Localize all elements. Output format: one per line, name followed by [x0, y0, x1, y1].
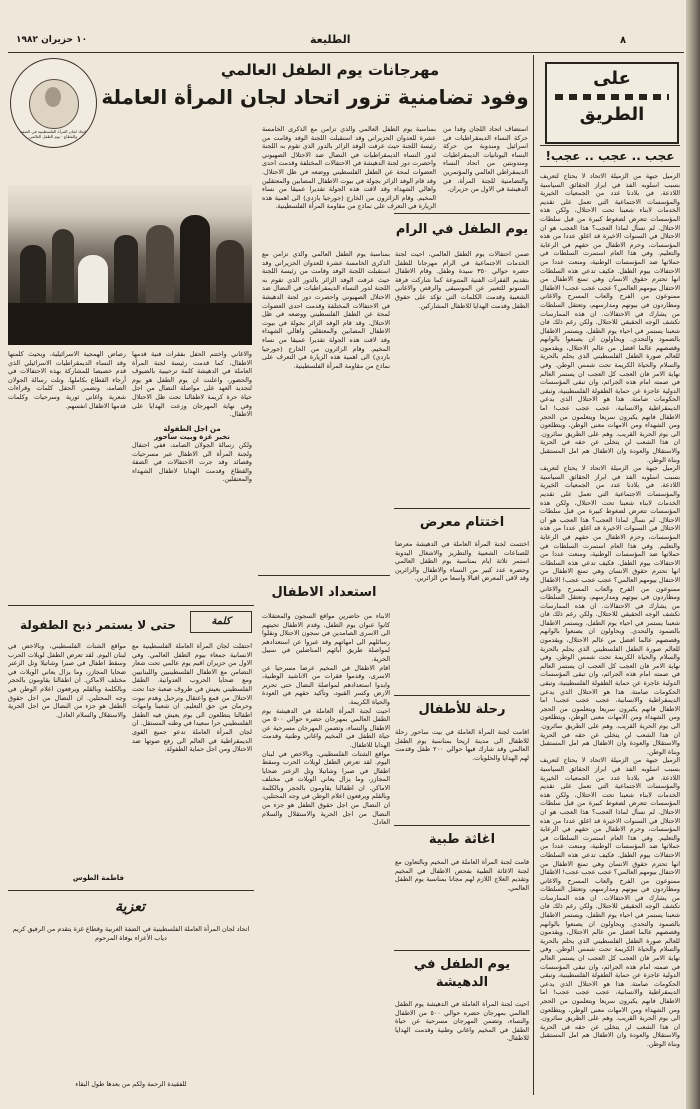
lead-headline: وفود تضامنية تزور اتحاد لجان المرأة العاملة	[101, 85, 529, 109]
column-body-text-2: الزميل جبهة من الزميلة الاتحاد لا يحتاج لتعريف بسبب اسلوبه الفذ في ابراز الحقائق السياسية اللاذعة. في بلادنا عدد من الجمعيات الخيرية والمؤسسات الاجتماعية التي تعمل على تقديم الخدمات لابناء شعبنا تحت الاحتلال، ولكن هذه المؤسسات تتعرض لضغوط كبيرة من قبل سلطات الاحتلال. لم نسأل لماذا العجب؟ هذا العجب هو ان الاحتلال في السنوات الاخيرة قد اغلق عددا من هذه المؤسسات، وحرم الاطفال من حقهم في الرعاية والتعليم. وفي هذا العام استمرت السلطات في حملاتها ضد المؤسسات الوطنية، ومنعت عددا من الاحتفالات بيوم الطفل. فكيف تدعي هذه السلطات انها تحترم حقوق الانسان وهي تمنع الاطفال من الاحتفال بيومهم العالمي؟ عجب عجب عجب! الاطفال ممنوعون من الفرح والعاب المسرح والاغاني ومطاردون في بيوتهم ومدارسهم، وتعتقل السلطات من يشارك في الاحتفالات. ان هذه الممارسات تكشف الوجه الحقيقي للاحتلال. ولكن رغم ذلك فان شعبنا يستمر في احياء يوم الطفل، ويستمر الاطفال بالصمود والتحدي. ويحاولون ان يصنعوا بالوانهم وقصصهم عالما افضل من عالم الاحتلال، ويقدمون للعالم صورة الطفل الفلسطيني الذي يحلم بالحرية والسلام والحياة الكريمة تحت شمس الوطن. وفي نهاية الامر فان العجب كل العجب ان يستمر العالم في صمته امام هذه الجرائم، وان تبقى المؤسسات الدولية عاجزة عن حماية الطفولة الفلسطينية، وتبقى الحكومات صامتة. هذا هو الاحتلال الذي يدعي الديمقراطية والانسانية، عجب عجب عجب! اما الاطفال فانهم يكبرون سريعا ويتعلمون من الحجر ومن الشهداء ومن الامهات معنى الوطن، ويتطلعون الى يوم الحرية القريب. وهم على الطريق سائرون. ان هذا الشعب لن يتخلى عن حقه في الحرية والاستقلال والعودة وان الاطفال هم امل المستقبل وبناة الوطن.	[540, 464, 680, 756]
column-logo	[545, 62, 679, 144]
wafd-text: ولكن رسالة الجولان الصامد، ففي احتفال ولجنة المرأة الى الاطفال عبر مسرحيات وقصائد وقد جرت الاحتفالات في الضفة والقطاع وقدمت الهدايا لاطفال الشهداء والمعتقلين.	[132, 441, 252, 484]
trip-article	[395, 728, 529, 820]
ram-text: ضمن احتفالات يوم الطفل العالمي، احيت لجنة الخدمات الاجتماعية في الرام مهرجانا للطفل حضره حوالي ٣٥٠ سيدة وطفل. وقام الاطفال بتقديم الفقرات الفنية المتنوعة كما شاركت فرقة السنونو للتعبير عن الموسيقى والرقص والاغاني الشعبية وقدمت الكلمات التي تؤكد على حقوق الطفل وقدمت الهدايا للاطفال المشاركين.	[395, 250, 529, 310]
ram-rule	[394, 213, 530, 214]
lead-column-4-text: رصاص الهمجية الاسرائيلية، وبحيث كلمتها وقد النساء الديمقراطيات الاسرائيلي الذي قدم خصيصا للمشاركة بهذه الاحتفالات في أرجاء القطاع بكاملها. وتلت رسالة الجولان الصامد، وتضمن الحفل كلمات وقراءات شعرية واغاني ثورية وسرحيات وكلمات قدمها الاطفال انفسهم.	[8, 350, 126, 410]
editorial-rule	[8, 605, 254, 606]
children-festival-photo	[8, 185, 252, 345]
dahisha-text: احيت لجنة المرأة العاملة في الدهيشة يوم الطفل العالمي بمهرجان حضره حوالي ٥٠٠ من الاطفال والنساء، وتضمن المهرجان مسرحية عن حياة الطفل في المخيم واغاني وطنية وقدمت الهدايا للاطفال.	[395, 1000, 529, 1043]
column-logo-bottom: الطريق	[579, 104, 645, 125]
wafd-line-2: نخبر غزة وبيت ساحور	[154, 433, 230, 441]
kids-prep-article	[262, 612, 390, 1092]
column-body-text: الزميل جبهة من الزميلة الاتحاد لا يحتاج لتعريف بسبب اسلوبه الفذ في ابراز الحقائق السياسية اللاذعة. في بلادنا عدد من الجمعيات الخيرية والمؤسسات الاجتماعية التي تعمل على تقديم الخدمات لابناء شعبنا تحت الاحتلال، ولكن هذه المؤسسات تتعرض لضغوط كبيرة من قبل سلطات الاحتلال. لم نسأل لماذا العجب؟ هذا العجب هو ان الاحتلال في السنوات الاخيرة قد اغلق عددا من هذه المؤسسات، وحرم الاطفال من حقهم في الرعاية والتعليم. وفي هذا العام استمرت السلطات في حملاتها ضد المؤسسات الوطنية، ومنعت عددا من الاحتفالات بيوم الطفل. فكيف تدعي هذه السلطات انها تحترم حقوق الانسان وهي تمنع الاطفال من الاحتفال بيومهم العالمي؟ عجب عجب عجب! الاطفال ممنوعون من الفرح والعاب المسرح والاغاني ومطاردون في بيوتهم ومدارسهم، وتعتقل السلطات من يشارك في الاحتفالات. ان هذه الممارسات تكشف الوجه الحقيقي للاحتلال. ولكن رغم ذلك فان شعبنا يستمر في احياء يوم الطفل، ويستمر الاطفال بالصمود والتحدي. ويحاولون ان يصنعوا بالوانهم وقصصهم عالما افضل من عالم الاحتلال، ويقدمون للعالم صورة الطفل الفلسطيني الذي يحلم بالحرية والسلام والحياة الكريمة تحت شمس الوطن. وفي نهاية الامر فان العجب كل العجب ان يستمر العالم في صمته امام هذه الجرائم، وان تبقى المؤسسات الدولية عاجزة عن حماية الطفولة الفلسطينية، وتبقى الحكومات صامتة. هذا هو الاحتلال الذي يدعي الديمقراطية والانسانية، عجب عجب عجب! اما الاطفال فانهم يكبرون سريعا ويتعلمون من الحجر ومن الشهداء ومن الامهات معنى الوطن، ويتطلعون الى يوم الحرية القريب. وهم على الطريق سائرون. ان هذا الشعب لن يتخلى عن حقه في الحرية والاستقلال والعودة وان الاطفال هم امل المستقبل وبناة الوطن.	[540, 172, 680, 464]
editorial-text-2: مواقع الشتات الفلسطيني، وبالاخص في لبنان اليوم. لقد تعرض الطفل لويلات الحرب وسقط اطفال في صبرا وشاتيلا وتل الزعتر ضحايا المجازر، وما يزال يعاني الويلات في مختلف الاماكن. ان اطفالنا يقاومون بالحجر وبالكلمة وبالقلم ويرفعون اعلام الوطن في وجه المحتلين. ان النضال من اجل حقوق الطفل هو جزء من النضال من اجل الحرية والاستقلال والسلام العادل.	[8, 642, 126, 719]
lead-column-4	[8, 350, 126, 480]
dahisha-article	[395, 1000, 529, 1098]
photo-figure	[52, 229, 74, 309]
column-headline-rule-2	[540, 166, 680, 167]
condolence-text: اتحاد لجان المرأة العاملة الفلسطينية في الضفة الغربية وقطاع غزة يتقدم من الرفيق كريم دياب الأعزاء بوفاة المرحوم	[12, 925, 250, 942]
issue-date: ١٠ حزيران ١٩٨٢	[16, 35, 88, 45]
editorial-label: كلمة	[211, 616, 231, 627]
exhibition-title: اختتام معرض	[419, 515, 505, 530]
medical-title: اغاثة طبية	[428, 832, 496, 847]
editorial-title: حتى لا يستمر ذبح الطفولة	[19, 618, 177, 632]
wafd-line-1: من اجل الطفولة	[163, 425, 221, 433]
kids-prep-text: الابناء من حاضرين مواقع السجون والمعتقلات كانوا عنوان يوم الطفل، وقدم الاطفال تحيتهم الى الاسرى الصامدين في سجون الاحتلال ونقلوا رسائلهم الى امهاتهم وقد عبروا عن استعدادهم لمواصلة طريق آبائهم المناضلين في سبيل الحرية.	[262, 612, 390, 663]
trip-text: اقامت لجنة المرأة العاملة في بيت ساحور رحلة للاطفال الى مدينة اريحا بمناسبة يوم الطفل العالمي وقد شارك فيها حوالي ٢٠٠ طفل وقدمت لهم الهدايا والحلويات.	[395, 728, 529, 762]
editorial-label-box	[190, 611, 252, 633]
kids-prep-text-2: اقام الاطفال في المخيم عرضا مسرحيا عن الاسرى، وقدموا فقرات من الاناشيد الوطنية، وابدوا استعدادهم لمواصلة النضال حتى تحرير الارض وكسر القيود، وتأكيد حقهم في العودة والحياة الكريمة.	[262, 663, 390, 706]
photo-figure	[146, 225, 174, 315]
dahisha-rule	[394, 950, 530, 951]
lead-column-2b-text: بمناسبة يوم الطفل العالمي والذي تزامن مع الذكرى الخامسة عشرة للعدوان الحزيراني وقد استقبلت اللجنة الوفد وقامت من رئيسة اللجنة حيث عرفت الوفد الزائر بالدور الذي تقوم به اللجنة لدور النساء الديمقراطيات في النضال ضد الاحتلال الصهيوني واحصرت دور لجنة الدهيشة في الاحتفالات المختلفة وقدمت احدى العضوات لمحة عن الطفل الفلسطيني ووضعه في ظل الاحتلال. وقد قام الوفد الزائر بجولة في بيوت الاطفال المصابين والمعتقلين واهالي الشهداء وقد لاقت هذه الجولة تقديرا عميقا من نساء المخيم. وقام الزائرون من الخارج (جورجيا بازدي) الى اهمية هذه الزيارة في التعرف على نماذج من مقاومة المرأة الفلسطينية.	[262, 250, 390, 370]
column-body	[540, 172, 680, 1097]
exhibition-rule	[394, 508, 530, 509]
trip-title: رحلة للأطفال	[418, 702, 506, 717]
trip-rule	[394, 695, 530, 696]
lead-column-2b	[262, 250, 390, 570]
kids-prep-rule	[258, 575, 390, 576]
lead-column-3-text: والاغاني واختتم الحفل بفقرات فنية قدمها الاطفال، كما قدمت رئيسة لجنة المرأة العاملة في الدهيشة كلمة ترحيبية بالضيوف والحضور، واعلنت ان يوم الطفل هو يوم لتجديد العهد على مواصلة النضال من اجل حياة حرة كريمة لاطفالنا تحت ظل الاحتلال وفي نهاية المهرجان وزعت الهدايا على الاطفال.	[132, 350, 252, 419]
column-logo-top: على	[593, 68, 631, 89]
header-rule	[8, 52, 684, 53]
right-column-divider	[533, 55, 534, 1095]
editorial-column-left	[8, 642, 126, 868]
paper-name: الطليعة	[310, 33, 351, 46]
lead-column-1-text: استضاف اتحاد اللجان وفدا من حركة النساء الديمقراطيات في اسرائيل ومندوبة من حركة النساء اليونانيات الديمقراطيات ومندوبتين من اتحاد النساء الديمقراطي العالمي والمؤتمرين والتضامنية للجنة المرأة، في الدهيشة في الاول من حزيران.	[443, 125, 528, 194]
page-number: ٨	[620, 35, 627, 46]
emblem-arc-text: اتحاد لجان المرأة الفلسطينية في الضفة والقطاع · يوم الطفل العالمي	[20, 129, 86, 139]
lead-kicker: مهرجانات يوم الطفل العالمي	[220, 61, 440, 79]
editorial-signature: فاطمة الطوس	[72, 874, 124, 882]
page-header	[0, 30, 690, 52]
condolence-closing: للفقيدة الرحمة ولكم من بعدها طول البقاء	[75, 1080, 187, 1088]
ram-title: يوم الطفل في الرام	[395, 222, 529, 237]
lead-column-3	[132, 350, 252, 420]
kids-prep-text-3: احيت لجنة المرأة العاملة في الدهيشة يوم الطفل العالمي بمهرجان حضره حوالي ٥٠٠ من الاطفال والنساء، وتضمن المهرجان مسرحية عن حياة الطفل في المخيم واغاني وطنية وقدمت الهدايا للاطفال.	[262, 706, 390, 749]
medical-article	[395, 858, 529, 946]
editorial-text: احتفلت لجان المرأة العاملة الفلسطينية مع الانسانية جمعاء بيوم الطفل العالمي. وفي الاول من حزيران اقيم يوم عالمي تحت شعار التضامن مع الاطفال الفلسطينيين واللبنانيين ومع ضحايا الحروب العدوانية. الطفل الفلسطيني يعيش في ظروف صعبة جدا تحت الاحتلال من قمع واعتقال وترحيل وهدم بيوت وحرمان من حق التعليم. ان شعبنا وامهات اطفالنا يتطلعون الى يوم يعيش فيه الطفل الفلسطيني حرا سعيدا في وطنه المستقل. ان لجان المرأة العاملة تدعو جميع القوى الديمقراطية في العالم الى رفع صوتها ضد الاحتلال ومن اجل حماية الطفولة.	[132, 642, 252, 754]
condolence-title: تعزية	[115, 899, 145, 915]
editorial-column-right	[132, 642, 252, 882]
medical-text: قامت لجنة المرأة العاملة في المخيم وبالتعاون مع لجنة الاغاثة الطبية بفحص الاطفال في المخيم وتقديم العلاج اللازم لهم مجانا بمناسبة يوم الطفل العالمي.	[395, 858, 529, 892]
kids-prep-text-4: مواقع الشتات الفلسطيني، وبالاخص في لبنان اليوم. لقد تعرض الطفل لويلات الحرب وسقط اطفال في صبرا وشاتيلا وتل الزعتر ضحايا المجازر، وما يزال يعاني الويلات في مختلف الاماكن. ان اطفالنا يقاومون بالحجر وبالكلمة وبالقلم ويرفعون اعلام الوطن في وجه المحتلين. ان النضال من اجل حقوق الطفل هو جزء من النضال من اجل الحرية والاستقلال والسلام العادل.	[262, 749, 390, 827]
medical-rule	[394, 825, 530, 826]
photo-crowd	[8, 303, 252, 345]
dahisha-title: يوم الطفل في الدهيشة	[413, 957, 511, 990]
wafd-box	[132, 425, 252, 605]
union-emblem	[10, 58, 97, 148]
kids-prep-title: استعداد الاطفال	[271, 585, 377, 600]
column-headline-rule	[540, 145, 680, 146]
emblem-face-icon	[45, 87, 61, 107]
column-headline: عجب .. عجب .. عجب!	[545, 149, 675, 163]
column-body-text-3: الزميل جبهة من الزميلة الاتحاد لا يحتاج لتعريف بسبب اسلوبه الفذ في ابراز الحقائق السياسية اللاذعة. في بلادنا عدد من الجمعيات الخيرية والمؤسسات الاجتماعية التي تعمل على تقديم الخدمات لابناء شعبنا تحت الاحتلال، ولكن هذه المؤسسات تتعرض لضغوط كبيرة من قبل سلطات الاحتلال. لم نسأل لماذا العجب؟ هذا العجب هو ان الاحتلال في السنوات الاخيرة قد اغلق عددا من هذه المؤسسات، وحرم الاطفال من حقهم في الرعاية والتعليم. وفي هذا العام استمرت السلطات في حملاتها ضد المؤسسات الوطنية، ومنعت عددا من الاحتفالات بيوم الطفل. فكيف تدعي هذه السلطات انها تحترم حقوق الانسان وهي تمنع الاطفال من الاحتفال بيومهم العالمي؟ عجب عجب عجب! الاطفال ممنوعون من الفرح والعاب المسرح والاغاني ومطاردون في بيوتهم ومدارسهم، وتعتقل السلطات من يشارك في الاحتفالات. ان هذه الممارسات تكشف الوجه الحقيقي للاحتلال. ولكن رغم ذلك فان شعبنا يستمر في احياء يوم الطفل، ويستمر الاطفال بالصمود والتحدي. ويحاولون ان يصنعوا بالوانهم وقصصهم عالما افضل من عالم الاحتلال، ويقدمون للعالم صورة الطفل الفلسطيني الذي يحلم بالحرية والسلام والحياة الكريمة تحت شمس الوطن. وفي نهاية الامر فان العجب كل العجب ان يستمر العالم في صمته امام هذه الجرائم، وان تبقى المؤسسات الدولية عاجزة عن حماية الطفولة الفلسطينية، وتبقى الحكومات صامتة. هذا هو الاحتلال الذي يدعي الديمقراطية والانسانية، عجب عجب عجب! اما الاطفال فانهم يكبرون سريعا ويتعلمون من الحجر ومن الشهداء ومن الامهات معنى الوطن، ويتطلعون الى يوم الحرية القريب. وهم على الطريق سائرون. ان هذا الشعب لن يتخلى عن حقه في الحرية والاستقلال والعودة وان الاطفال هم امل المستقبل وبناة الوطن.	[540, 756, 680, 1048]
page-binding-edge	[686, 0, 700, 1109]
condolence-rule	[8, 890, 254, 891]
lead-column-2-text: بمناسبة يوم الطفل العالمي والذي تزامن مع الذكرى الخامسة عشرة للعدوان الحزيراني وقد استقبلت اللجنة الوفد وقامت من رئيسة اللجنة حيث عرفت الوفد الزائر بالدور الذي تقوم به اللجنة لدور النساء الديمقراطيات في النضال ضد الاحتلال الصهيوني واحصرت دور لجنة الدهيشة في الاحتفالات المختلفة وقدمت احدى العضوات لمحة عن الطفل الفلسطيني ووضعه في ظل الاحتلال. وقد قام الوفد الزائر بجولة في بيوت الاطفال المصابين والمعتقلين واهالي الشهداء وقد لاقت هذه الجولة تقديرا عميقا من نساء المخيم. وقام الزائرون من الخارج (جورجيا بازدي) الى اهمية هذه الزيارة في التعرف على نماذج من مقاومة المرأة الفلسطينية.	[262, 125, 436, 211]
photo-figure	[180, 215, 210, 315]
ram-article	[395, 250, 529, 505]
exhibition-article	[395, 540, 529, 690]
exhibition-text: اختتمت لجنة المرأة العاملة في الدهيشة معرضا للصناعات الشعبية والتطريز والاشغال اليدوية استمر ثلاثة ايام بمناسبة يوم الطفل العالمي وحضره عدد كبير من النساء والاطفال والزائرين وقد لاقى المعرض اقبالا واسعا من الزائرين.	[395, 540, 529, 583]
